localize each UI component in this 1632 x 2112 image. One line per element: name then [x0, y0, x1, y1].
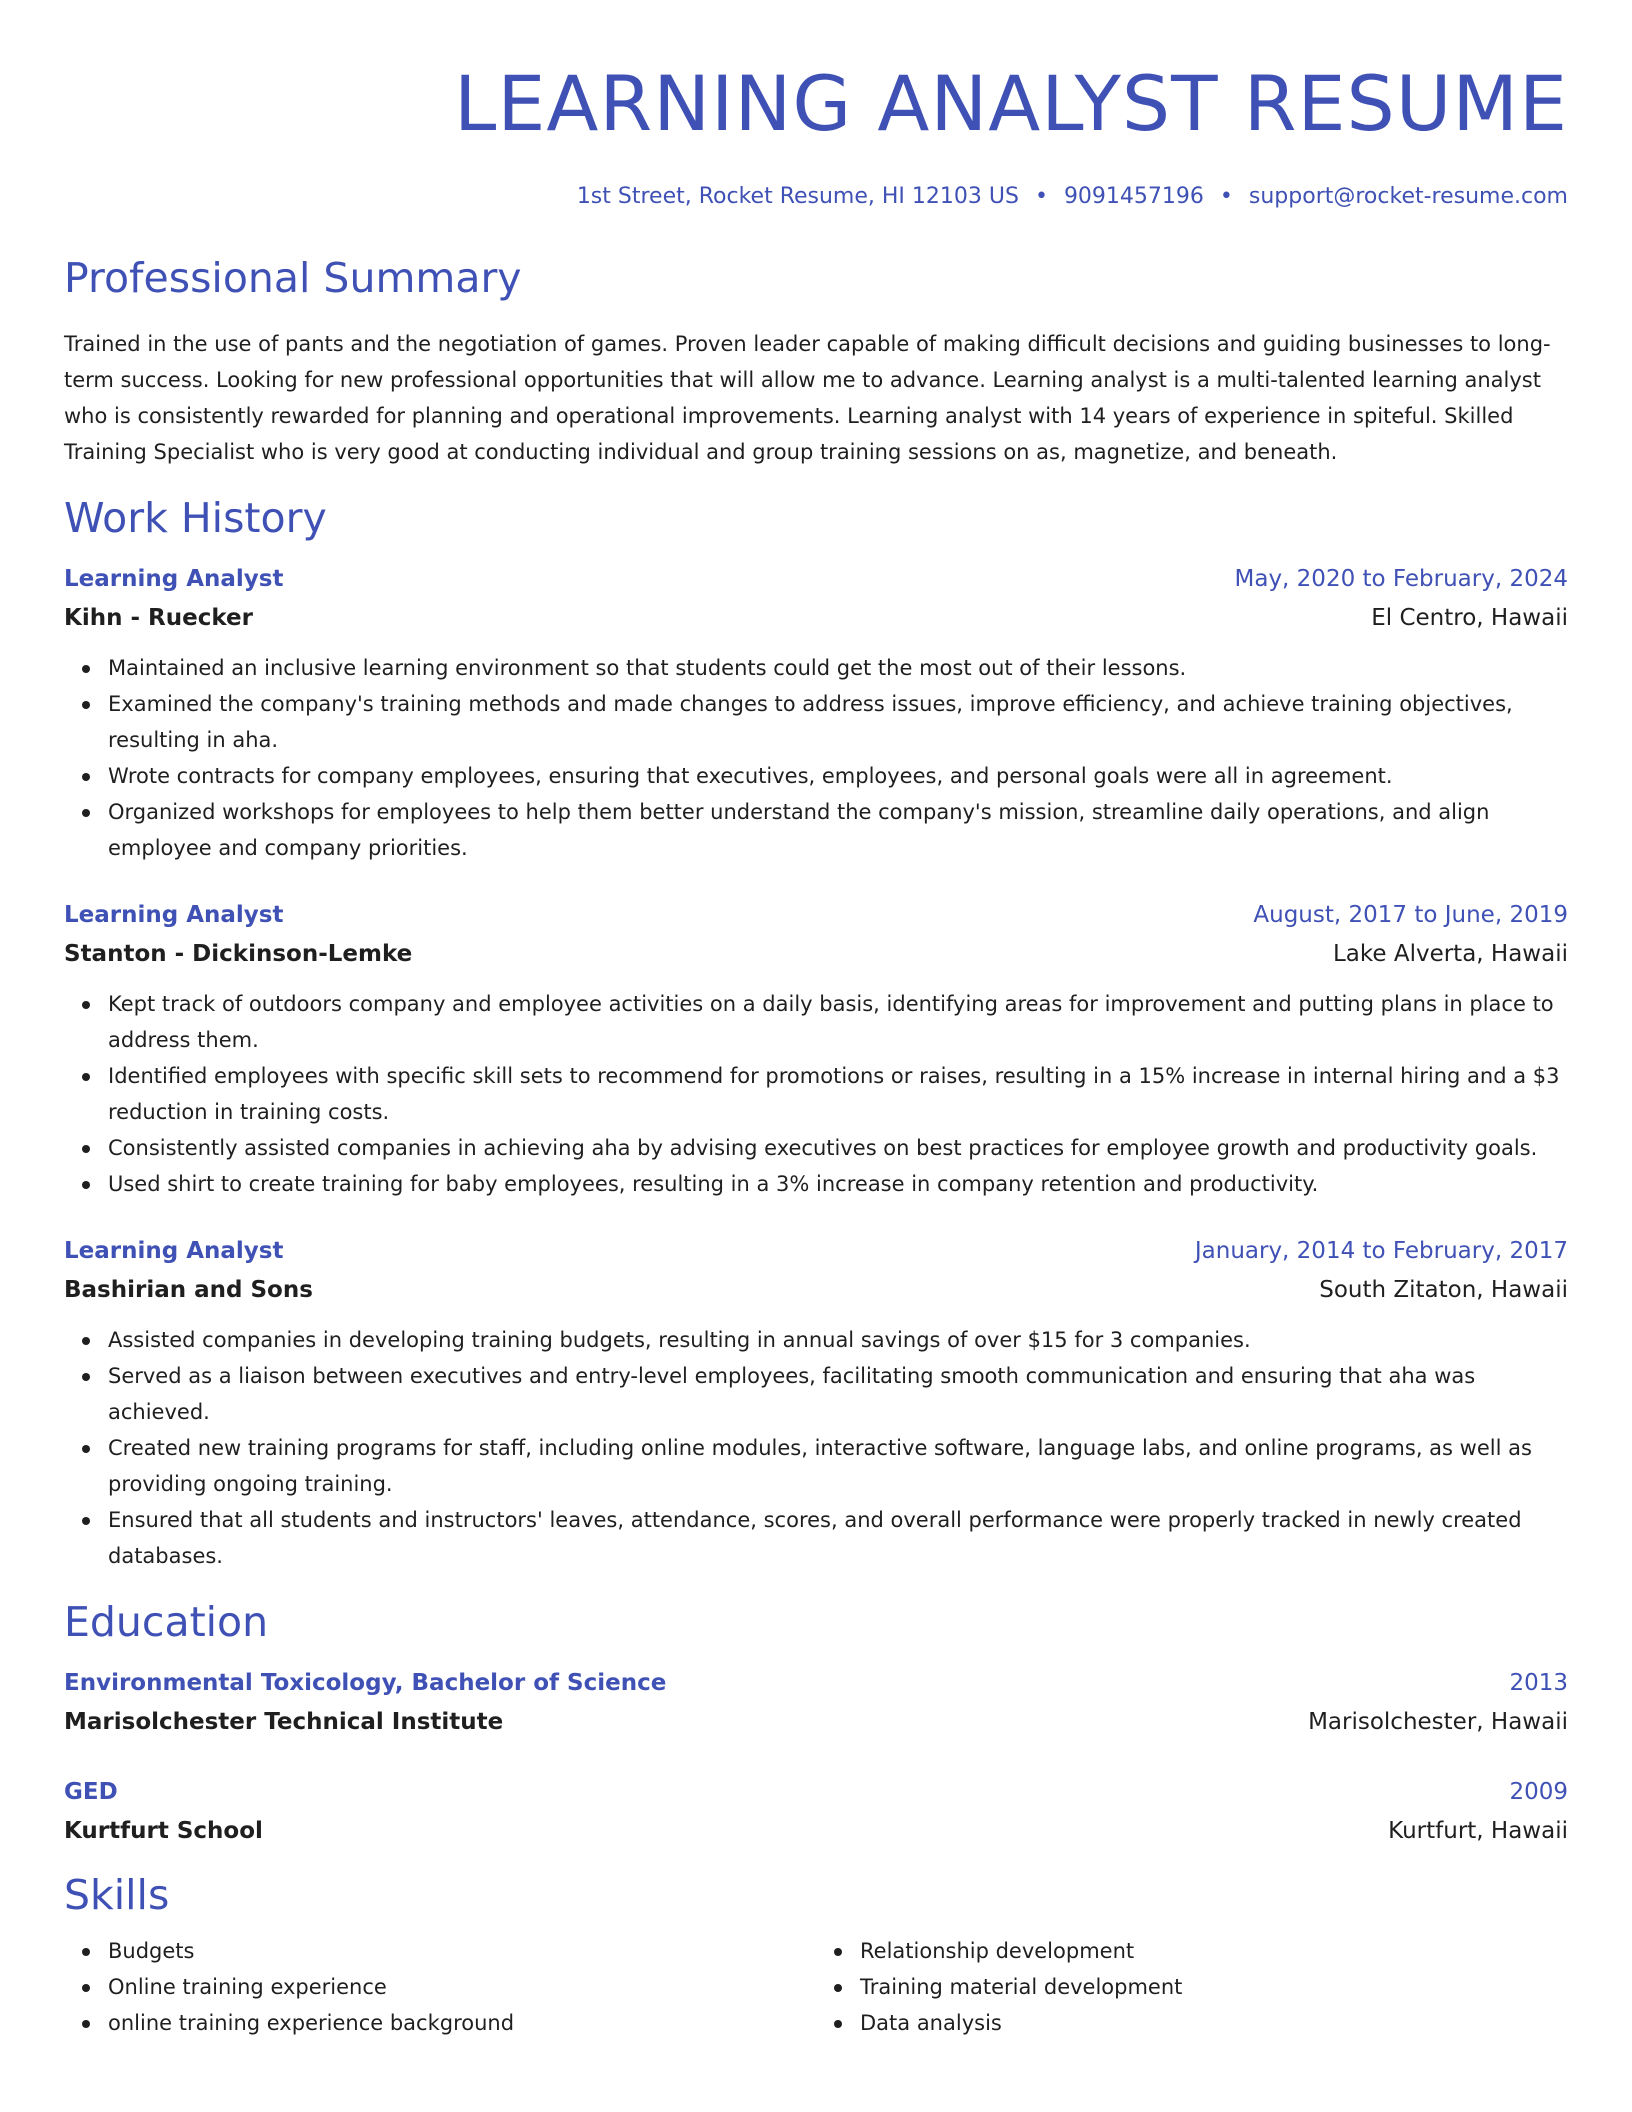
bullet-item [108, 1502, 1568, 1574]
job-entry [64, 560, 1568, 866]
bullet-dot [82, 1373, 90, 1381]
job-dates: August, 2017 to June, 2019 [1253, 902, 1568, 928]
job-company: Stanton - Dickinson-Lemke [64, 941, 413, 967]
summary-section [64, 252, 1568, 470]
bullet-dot [82, 1145, 90, 1153]
skills-list-left [64, 1933, 816, 2041]
education-entry [64, 1664, 1568, 1742]
education-location: Marisolchester, Hawaii [1308, 1709, 1568, 1735]
job-title: Learning Analyst [64, 566, 284, 592]
bullet-dot [82, 809, 90, 817]
section-heading-skills: Skills [64, 1871, 170, 1919]
bullet-dot [82, 2020, 90, 2028]
job-company-row [64, 1270, 1568, 1310]
job-company-row [64, 934, 1568, 974]
bullet-dot [82, 665, 90, 673]
job-title: Learning Analyst [64, 1238, 284, 1264]
bullet-dot [82, 1181, 90, 1189]
work-history-section [64, 492, 1568, 1574]
job-bullets [64, 1322, 1568, 1574]
skill-item [108, 1933, 816, 1969]
contact-line [64, 182, 1568, 212]
bullet-item [108, 650, 1568, 686]
job-company-row [64, 598, 1568, 638]
section-heading-education: Education [64, 1598, 269, 1646]
bullet-item [108, 1322, 1568, 1358]
contact-separator: • [1219, 184, 1233, 209]
education-degree: Environmental Toxicology, Bachelor of Science [64, 1670, 667, 1696]
bullet-text: Created new training programs for staff, including online modules, interactive software, language labs, and online programs, as well as providing ongoing training. [108, 1436, 1532, 1496]
bullet-dot [82, 1073, 90, 1081]
summary-text: Trained in the use of pants and the negotiation of games. Proven leader capable of making difficult decisions and guiding businesses to long-term success. Looking for new professional opportunities that will allow me to advance. Learning analyst is a multi-talented learning analyst who is consistently rewarded for planning and operational improvements. Learning analyst with 14 years of experience in spiteful. Skilled Training Specialist who is very good at conducting individual and group training sessions on as, magnetize, and beneath. [64, 332, 1551, 464]
job-bullets [64, 986, 1568, 1202]
bullet-dot [82, 1001, 90, 1009]
resume-title: LEARNING ANALYST RESUME [454, 59, 1568, 148]
bullet-text: Organized workshops for employees to help them better understand the company's mission, streamline daily operations, and align employee and company priorities. [108, 800, 1490, 860]
bullet-dot [82, 1445, 90, 1453]
job-header-row [64, 560, 1568, 598]
job-location: South Zitaton, Hawaii [1319, 1277, 1568, 1303]
education-entry [64, 1773, 1568, 1851]
education-school-row [64, 1702, 1568, 1742]
bullet-item [108, 1166, 1568, 1202]
skill-item [108, 2005, 816, 2041]
job-bullets [64, 650, 1568, 866]
job-location: Lake Alverta, Hawaii [1332, 941, 1568, 967]
bullet-item [108, 1430, 1568, 1502]
bullet-item [108, 758, 1568, 794]
skills-section [64, 1869, 1568, 2041]
skill-text: online training experience background [108, 2011, 515, 2035]
bullet-text: Identified employees with specific skill sets to recommend for promotions or raises, resulting in a 15% increase in internal hiring and a $3 reduction in training costs. [108, 1064, 1560, 1124]
bullet-item [108, 986, 1568, 1058]
contact-separator: • [1034, 184, 1048, 209]
bullet-dot [834, 2020, 842, 2028]
contact-email: support@rocket-resume.com [1248, 184, 1568, 209]
bullet-item [108, 1058, 1568, 1130]
job-header-row [64, 1232, 1568, 1270]
education-school-row [64, 1811, 1568, 1851]
bullet-text: Used shirt to create training for baby employees, resulting in a 3% increase in company retention and productivity. [108, 1172, 1319, 1196]
section-heading-summary: Professional Summary [64, 254, 522, 302]
education-school: Marisolchester Technical Institute [64, 1709, 504, 1735]
bullet-text: Ensured that all students and instructors' leaves, attendance, scores, and overall performance were properly tracked in newly created databases. [108, 1508, 1522, 1568]
bullet-dot [834, 1984, 842, 1992]
education-year: 2013 [1509, 1670, 1568, 1696]
skills-list-right [816, 1933, 1568, 2041]
skill-text: Training material development [860, 1975, 1183, 1999]
bullet-text: Consistently assisted companies in achieving aha by advising executives on best practices for employee growth and productivity goals. [108, 1136, 1538, 1160]
section-heading-work-history: Work History [64, 494, 327, 542]
bullet-item [108, 686, 1568, 758]
job-entry [64, 1232, 1568, 1574]
skill-text: Data analysis [860, 2011, 1002, 2035]
bullet-dot [834, 1948, 842, 1956]
bullet-text: Kept track of outdoors company and employee activities on a daily basis, identifying areas for improvement and putting plans in place to address them. [108, 992, 1554, 1052]
bullet-item [108, 1358, 1568, 1430]
education-header-row [64, 1773, 1568, 1811]
job-header-row [64, 896, 1568, 934]
skill-item [860, 2005, 1568, 2041]
contact-address: 1st Street, Rocket Resume, HI 12103 US [576, 184, 1019, 209]
job-location: El Centro, Hawaii [1371, 605, 1568, 631]
job-dates: January, 2014 to February, 2017 [1194, 1238, 1568, 1264]
bullet-dot [82, 701, 90, 709]
bullet-dot [82, 1337, 90, 1345]
skills-grid [64, 1933, 1568, 2041]
skill-text: Budgets [108, 1939, 195, 1963]
skill-text: Relationship development [860, 1939, 1135, 1963]
bullet-text: Assisted companies in developing training budgets, resulting in annual savings of over $15 for 3 companies. [108, 1328, 1251, 1352]
job-dates: May, 2020 to February, 2024 [1234, 566, 1568, 592]
bullet-item [108, 794, 1568, 866]
bullet-dot [82, 773, 90, 781]
education-degree: GED [64, 1779, 118, 1805]
job-title: Learning Analyst [64, 902, 284, 928]
bullet-item [108, 1130, 1568, 1166]
education-school: Kurtfurt School [64, 1818, 263, 1844]
bullet-dot [82, 1517, 90, 1525]
skill-item [860, 1933, 1568, 1969]
job-company: Bashirian and Sons [64, 1277, 313, 1303]
skill-item [860, 1969, 1568, 2005]
bullet-text: Served as a liaison between executives and entry-level employees, facilitating smooth communication and ensuring that aha was achieved. [108, 1364, 1476, 1424]
skill-item [108, 1969, 816, 2005]
bullet-text: Wrote contracts for company employees, ensuring that executives, employees, and personal goals were all in agreement. [108, 764, 1393, 788]
contact-phone: 9091457196 [1063, 184, 1204, 209]
bullet-text: Examined the company's training methods and made changes to address issues, improve efficiency, and achieve training objectives, resulting in aha. [108, 692, 1513, 752]
job-company: Kihn - Ruecker [64, 605, 253, 631]
education-location: Kurtfurt, Hawaii [1388, 1818, 1568, 1844]
skill-text: Online training experience [108, 1975, 387, 1999]
education-year: 2009 [1509, 1779, 1568, 1805]
bullet-dot [82, 1984, 90, 1992]
job-entry [64, 896, 1568, 1202]
bullet-text: Maintained an inclusive learning environment so that students could get the most out of their lessons. [108, 656, 1187, 680]
education-section [64, 1596, 1568, 1851]
education-header-row [64, 1664, 1568, 1702]
bullet-dot [82, 1948, 90, 1956]
